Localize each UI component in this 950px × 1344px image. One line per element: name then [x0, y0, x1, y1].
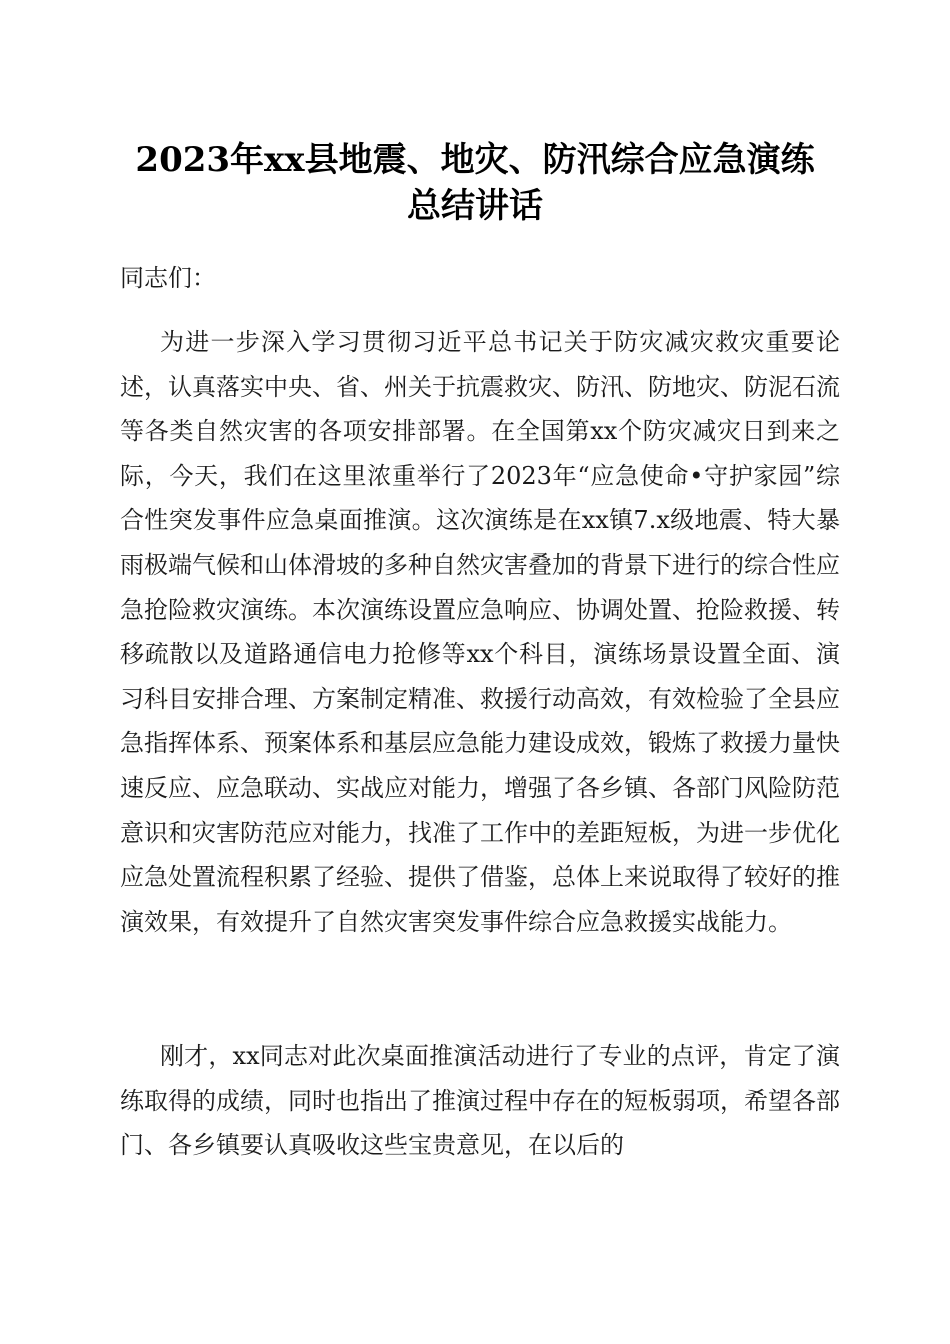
document-title-line-2: 总结讲话	[407, 186, 543, 226]
document-title-line-1: 2023年xx县地震、地灾、防汛综合应急演练	[135, 140, 815, 180]
salutation: 同志们：	[120, 264, 216, 292]
paragraph-1: 为进一步深入学习贯彻习近平总书记关于防灾减灾救灾重要论述，认真落实中央、省、州关于抗震救灾、防汛、防地灾、防泥石流等各类自然灾害的各项安排部署。在全国第xx个防灾减灾日到来之际，今天，我们在这里浓重举行了2023年“应急使命•守护家园”综合性突发事件应急桌面推演。这次演练是在xx镇7.x级地震、特大暴雨极端气候和山体滑坡的多种自然灾害叠加的背景下进行的综合性应急抢险救灾演练。本次演练设置应急响应、协调处置、抢险救援、转移疏散以及道路通信电力抢修等xx个科目，演练场景设置全面、演习科目安排合理、方案制定精准、救援行动高效，有效检验了全县应急指挥体系、预案体系和基层应急能力建设成效，锻炼了救援力量快速反应、应急联动、实战应对能力，增强了各乡镇、各部门风险防范意识和灾害防范应对能力，找准了工作中的差距短板，为进一步优化应急处置流程积累了经验、提供了借鉴，总体上来说取得了较好的推演效果，有效提升了自然灾害突发事件综合应急救援实战能力。	[120, 328, 840, 936]
paragraph-2: 刚才，xx同志对此次桌面推演活动进行了专业的点评，肯定了演练取得的成绩，同时也指出了推演过程中存在的短板弱项，希望各部门、各乡镇要认真吸收这些宝贵意见，在以后的	[120, 1042, 840, 1160]
